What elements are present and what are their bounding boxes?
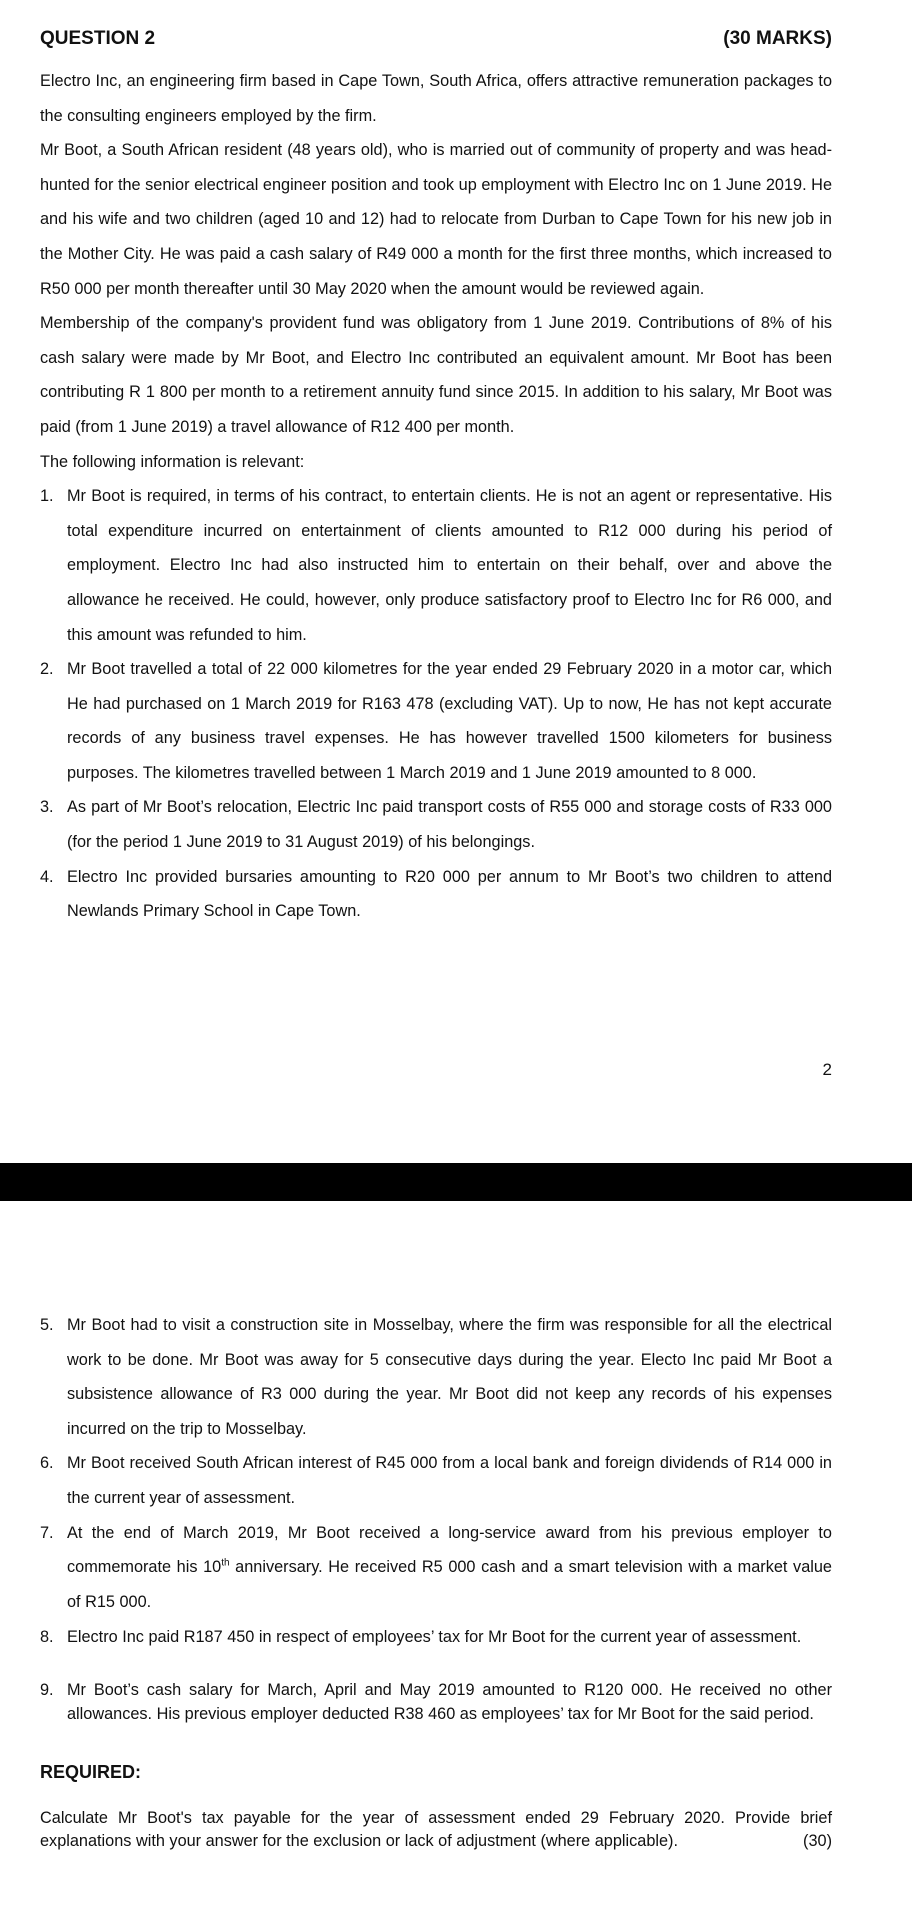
- list-item-text-part: At the end of March 2019, Mr Boot received a long-service award from his previous employer to commemorate his 10: [67, 1523, 832, 1577]
- intro-paragraph: The following information is relevant:: [40, 452, 305, 471]
- intro-paragraph: Mr Boot, a South African resident (48 years old), who is married out of community of property and was head-hunted for the senior electrical engineer position and took up employment with Electro Inc on 1 June 2019. He and his wife and two children (aged 10 and 12) had to relocate from Durban to Cape Town for his new job in the Mother City. He was paid a cash salary of R49 000 a month for the first three months, which increased to R50 000 per month thereafter until 30 May 2020 when the amount would be reviewed again.: [40, 141, 832, 298]
- list-item-text: Mr Boot travelled a total of 22 000 kilometres for the year ended 29 February 2020 in a motor car, which He had purchased on 1 March 2019 for R163 478 (excluding VAT). Up to now, He has not kept accurate records of any business travel expenses. He has however travelled 1500 kilometers for business purposes. The kilometres travelled between 1 March 2019 and 1 June 2019 amounted to 8 000.: [67, 660, 832, 782]
- list-item-number: 9.: [40, 1681, 54, 1700]
- document-page-2: [40, 1308, 832, 1853]
- list-item-text-part: anniversary. He received R5 000 cash and a smart television with a market value of R15 000.: [67, 1558, 832, 1611]
- required-instruction: [40, 1807, 832, 1853]
- list-item: [40, 860, 832, 929]
- list-item-text: Mr Boot received South African interest of R45 000 from a local bank and foreign dividends of R14 000 in the current year of assessment.: [67, 1454, 832, 1507]
- list-item-text: Electro Inc paid R187 450 in respect of employees’ tax for Mr Boot for the current year of assessment.: [67, 1628, 802, 1647]
- list-item-text: Mr Boot is required, in terms of his contract, to entertain clients. He is not an agent or representative. His total expenditure incurred on entertainment of clients amounted to R12 000 during his period of employment. Electro Inc had also instructed him to entertain on their behalf, over and above the allowance he received. He could, however, only produce satisfactory proof to Electro Inc for R6 000, and this amount was refunded to him.: [67, 487, 832, 644]
- list-item: [40, 1625, 832, 1649]
- page-number: 2: [822, 1060, 832, 1079]
- list-item-number: 6.: [40, 1454, 54, 1473]
- list-item: [40, 479, 832, 652]
- required-marks: (30): [803, 1832, 832, 1851]
- required-text: Calculate Mr Boot's tax payable for the year of assessment ended 29 February 2020. Provide brief explanations with your answer for the exclusion or lack of adjustment (where applicable).: [40, 1809, 832, 1851]
- document-page-1: [40, 28, 832, 1079]
- list-item: [40, 1308, 832, 1446]
- list-item-number: 4.: [40, 867, 54, 886]
- list-item-number: 5.: [40, 1316, 54, 1334]
- list-item-number: 2.: [40, 660, 54, 679]
- list-item-number: 3.: [40, 798, 54, 817]
- question-title: QUESTION 2: [40, 28, 156, 49]
- list-item: [40, 1678, 832, 1726]
- required-heading: REQUIRED:: [40, 1762, 142, 1783]
- list-item-number: 1.: [40, 487, 54, 506]
- superscript: th: [221, 1557, 230, 1569]
- intro-paragraph: Membership of the company's provident fund was obligatory from 1 June 2019. Contributions of 8% of his cash salary were made by Mr Boot, and Electro Inc contributed an equivalent amount. Mr Boot has been contributing R 1 800 per month to a retirement annuity fund since 2015. In addition to his salary, Mr Boot was paid (from 1 June 2019) a travel allowance of R12 400 per month.: [40, 314, 832, 436]
- list-item-text: [67, 1524, 832, 1611]
- list-item: [40, 1446, 832, 1515]
- question-marks: (30 MARKS): [723, 28, 832, 49]
- list-item-text: As part of Mr Boot’s relocation, Electric Inc paid transport costs of R55 000 and storage costs of R33 000 (for the period 1 June 2019 to 31 August 2019) of his belongings.: [67, 798, 832, 852]
- list-item: [40, 652, 832, 790]
- list-item: [40, 790, 832, 859]
- list-item-text: Mr Boot had to visit a construction site in Mosselbay, where the firm was responsible for all the electrical work to be done. Mr Boot was away for 5 consecutive days during the year. Electo Inc paid Mr Boot a subsistence allowance of R3 000 during the year. Mr Boot did not keep any records of his expenses incurred on the trip to Mosselbay.: [67, 1316, 832, 1438]
- question-header: [40, 28, 832, 50]
- list-item-number: 8.: [40, 1628, 54, 1647]
- list-item: [40, 1516, 832, 1620]
- list-item-text: Mr Boot’s cash salary for March, April and May 2019 amounted to R120 000. He received no other allowances. His previous employer deducted R38 460 as employees’ tax for Mr Boot for the said period.: [67, 1681, 832, 1724]
- page-separator: [0, 1163, 912, 1201]
- list-item-text: Electro Inc provided bursaries amounting to R20 000 per annum to Mr Boot’s two children to attend Newlands Primary School in Cape Town.: [67, 867, 832, 921]
- info-list-continued: [40, 1308, 832, 1726]
- info-list: [40, 479, 832, 929]
- intro-paragraph: Electro Inc, an engineering firm based in Cape Town, South Africa, offers attractive remuneration packages to the consulting engineers employed by the firm.: [40, 72, 832, 125]
- list-item-number: 7.: [40, 1523, 54, 1542]
